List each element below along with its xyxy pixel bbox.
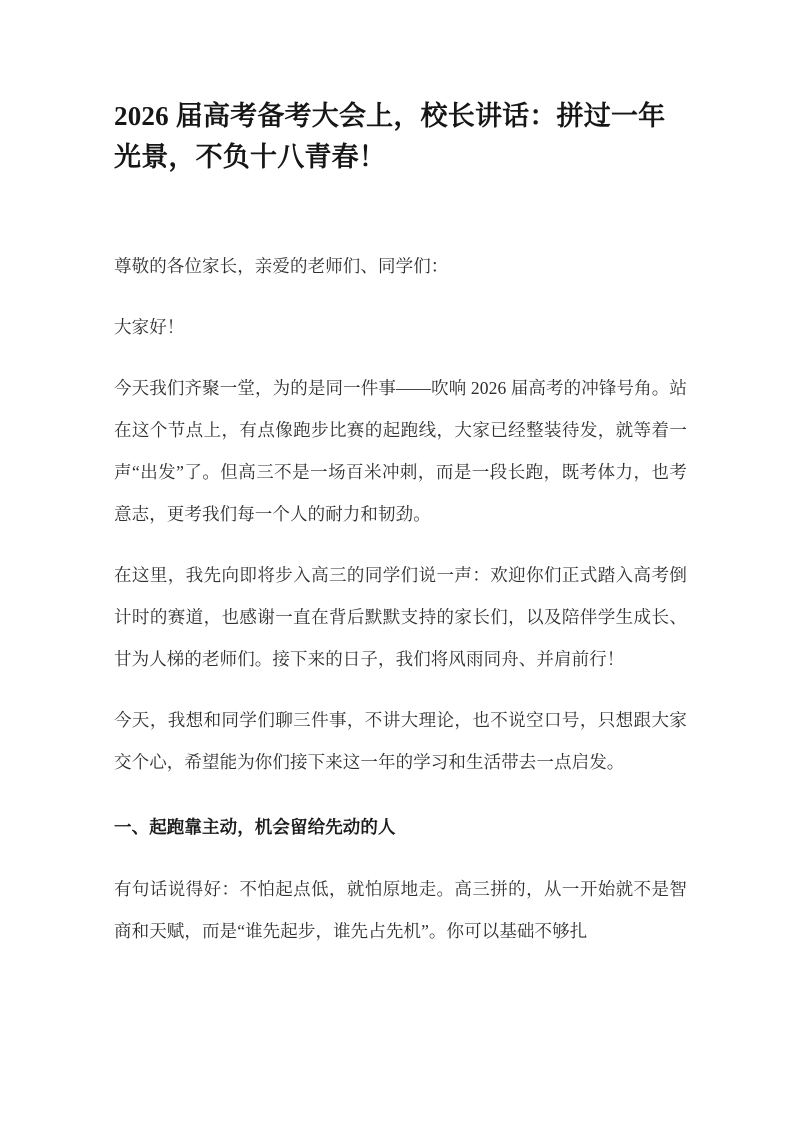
three-topics-paragraph: 今天，我想和同学们聊三件事，不讲大理论，也不说空口号，只想跟大家交个心，希望能为你们接下来这一年的学习和生活带去一点启发。 — [114, 710, 687, 772]
salutation-paragraph: 尊敬的各位家长，亲爱的老师们、同学们： — [114, 256, 449, 276]
section-one-body-paragraph: 有句话说得好：不怕起点低，就怕原地走。高三拼的，从一开始就不是智商和天赋，而是“谁先起步，谁先占先机”。你可以基础不够扎 — [114, 879, 687, 941]
opening-paragraph: 今天我们齐聚一堂，为的是同一件事——吹响 2026 届高考的冲锋号角。站在这个节点上，有点像跑步比赛的起跑线，大家已经整装待发，就等着一声“出发”了。但高三不是一场百米冲刺，而是一段长跑，既考体力，也考意志，更考我们每一个人的耐力和韧劲。 — [114, 378, 687, 524]
greeting-paragraph: 大家好！ — [114, 317, 185, 337]
welcome-paragraph: 在这里，我先向即将步入高三的同学们说一声：欢迎你们正式踏入高考倒计时的赛道，也感谢一直在背后默默支持的家长们，以及陪伴学生成长、甘为人梯的老师们。接下来的日子，我们将风雨同舟、并肩前行！ — [114, 565, 687, 669]
section-heading-one: 一、起跑靠主动，机会留给先动的人 — [114, 817, 396, 837]
document-body — [114, 0, 687, 952]
page-title: 2026 届高考备考大会上，校长讲话：拼过一年光景，不负十八青春！ — [114, 101, 666, 172]
